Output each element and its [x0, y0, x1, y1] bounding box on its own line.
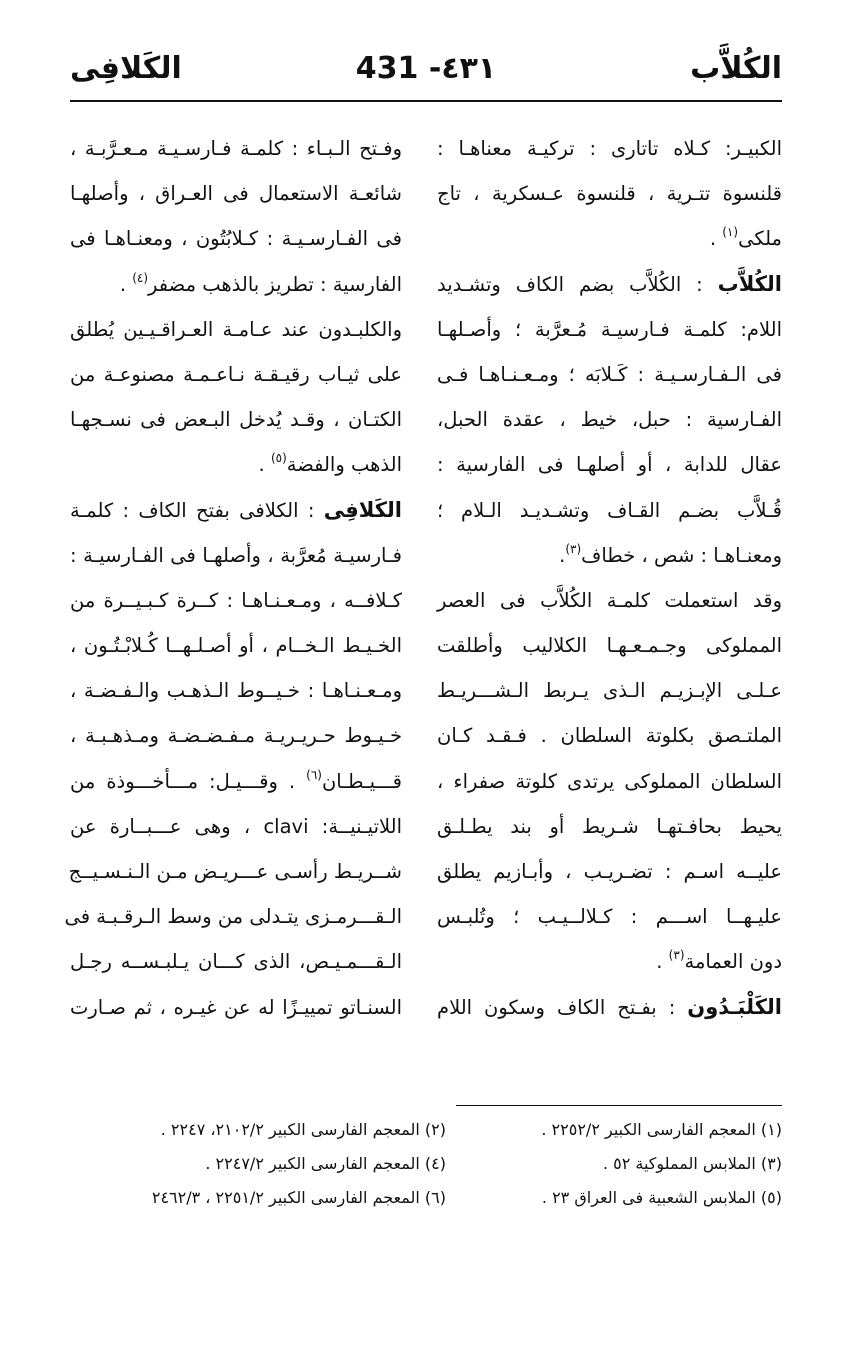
line-text: دون العمامة: [684, 950, 782, 974]
text-line: وقد استعملت كلمـة الكُلاَّب فى العصر: [437, 588, 782, 612]
text-line: وفـتح الـبـاء : كلمـة فـارسـيـة مـعـرَّبـة ،: [70, 137, 402, 160]
line-end: .: [709, 227, 723, 251]
text-line: [437, 216, 782, 261]
text-line: الكتـان ، وقـد يُدخل البـعض فى نسـجهـا: [70, 408, 402, 432]
line-end: .: [559, 543, 566, 567]
entry-colon: :: [298, 498, 324, 522]
line-text: قـــيـطـان: [321, 769, 402, 793]
text-line: على ثيـاب رقيـقـة نـاعـمـة مصنوعـة من: [70, 362, 402, 386]
footnote: (٢) المعجم الفارسى الكبير ٢١٠٢/٢، ٢٢٤٧ .: [160, 1120, 446, 1139]
entry-headword: الكُلاَّب: [717, 271, 782, 296]
entry-line: [70, 488, 402, 533]
entry-headword: الكَلْبَـدُون: [687, 994, 782, 1019]
footnote: (١) المعجم الفارسى الكبير ٢٢٥٢/٢ .: [541, 1120, 782, 1139]
header-left-word: الكَلافِى: [70, 51, 182, 86]
text-line: عليـهــا اســـم : كـلالــيـب ؛ وتُلبـس: [437, 905, 782, 929]
line-text: ملكى: [738, 227, 782, 251]
text-line: [70, 804, 402, 849]
line-end: .: [258, 453, 271, 477]
footnote-ref: (٣): [565, 541, 582, 556]
text-line: قلنسوة تتـرية ، قلنسوة عـسكرية ، تاج: [437, 182, 782, 206]
latin-word: clavi: [263, 814, 309, 838]
text-line: الملتـصق بكلوتة السلطان . فـقـد كـان: [437, 724, 782, 748]
text-line: الخـيـط الـخــام ، أو أصـلـهــا كُـلابْـتُـون ،: [70, 634, 402, 658]
text-line: السنـاتو تمييـزًا له عن غيـره ، ثم صـارت: [70, 995, 402, 1019]
footnote-ref: (٥): [270, 451, 287, 466]
text-line: فـارسيـة مُعرَّبة ، وأصلهـا فى الفـارسيـة :: [70, 543, 402, 567]
text-line: [437, 533, 782, 578]
entry-text: : بفـتح الكاف وسكون اللام: [437, 995, 688, 1019]
footnote-ref: (٦): [306, 767, 322, 782]
header-rule: [70, 100, 782, 102]
text-line: [70, 442, 402, 487]
text-line: الفـارسية : حبل، خيط ، عقدة الحبل،: [437, 408, 782, 432]
text-line: عقال للدابة ، أو أصلهـا فى الفارسية :: [437, 453, 782, 477]
text-line: الكبيـر: كـلاه تاتارى : تركيـة معناهـا :: [437, 137, 782, 160]
text-line: شائعـة الاستعمال فى العـراق ، وأصلهـا: [70, 182, 402, 206]
entry-headword: الكَلافِى: [323, 497, 402, 522]
right-column: [437, 126, 782, 1030]
text-line: [437, 939, 782, 984]
text-line: فى الـفـارسـيـة : كَـلابَه ؛ ومـعـنـاهـا فـى: [437, 362, 782, 386]
line-rest: . وقـــيـل: مـــأخـــوذة من: [70, 769, 307, 793]
header-right-word: الكُلاَّب: [690, 51, 782, 86]
text-line: المملوكى وجـمـعـهـا الكلاليب وأطلقت: [437, 634, 782, 658]
text-line: [70, 262, 402, 307]
footnote-row: [70, 1147, 782, 1181]
text-line: عـلـى الإبـزيـم الـذى يـربط الـشـــريـط: [437, 679, 782, 703]
line-text: الذهب والفضة: [286, 453, 402, 477]
text-line: شــريـط رأسـى عـــريـض مـن الـنـسـيــج: [68, 860, 402, 883]
text-line: الـقـــمـيـص، الذى كـــان يـلبـســه رجـل: [70, 950, 402, 974]
footnote-row: [70, 1113, 782, 1147]
footnote-ref: (٣): [668, 948, 685, 963]
text-line: الـقـــرمـزى يتـدلى من وسط الـرقـبـة فى: [64, 905, 402, 929]
footnote: (٤) المعجم الفارسى الكبير ٢٢٤٧/٢ .: [205, 1154, 446, 1173]
left-column: [64, 126, 402, 1030]
line-rest: ، وهى عـــبــارة عن: [70, 814, 264, 838]
text-line: عليــه اسـم : تضـريـب ، وأبـازيم يطلق: [437, 860, 782, 883]
entry-colon: :: [681, 272, 718, 296]
footnote-rule: [456, 1105, 782, 1106]
line-text: الفارسية : تطريز بالذهب مضفر: [148, 272, 402, 296]
line-end: .: [656, 950, 669, 974]
footnote-row: [70, 1181, 782, 1215]
footnote-ref: (١): [722, 225, 739, 240]
text-line: قُـلاَّب بضـم القـاف وتشـديـد الـلام ؛: [437, 498, 782, 522]
footnote: (٥) الملابس الشعبية فى العراق ٢٣ .: [541, 1188, 782, 1207]
text-line: فى الفـارسـيـة : كـلابُتُون ، ومعنـاهـا فى: [70, 227, 402, 251]
text-line: اللام: كلمـة فـارسيـة مُـعرَّبة ؛ وأصـلهـا: [437, 317, 782, 341]
line-text: اللاتيـنيــة:: [321, 814, 402, 838]
running-head: [70, 44, 782, 94]
line-text: ومعنـاهـا : شص ، خطاف: [581, 543, 782, 567]
entry-line: [437, 262, 782, 307]
footnote: (٦) المعجم الفارسى الكبير ٢٢٥١/٢ ، ٢٤٦٢/٣: [151, 1188, 446, 1207]
footnote: (٣) الملابس المملوكية ٥٢ .: [602, 1154, 782, 1173]
text-line: ومـعـنـاهـا : خـيــوط الـذهـب والـفـضـة ،: [70, 679, 402, 703]
page-number: 431 -٤٣١: [355, 51, 497, 86]
entry-text: الكلافى بفتح الكاف : كلمـة: [70, 498, 299, 522]
text-line: كـلافــه ، ومـعـنـاهـا : كــرة كـبـيــرة من: [70, 588, 402, 612]
line-end: .: [119, 272, 133, 296]
text-line: [70, 759, 402, 804]
entry-text: الكُلاَّب بضم الكاف وتشـديد: [437, 272, 682, 296]
footnotes: [70, 1113, 782, 1215]
text-line: السلطان المملوكى يرتدى كلوتة صفراء ،: [437, 769, 782, 793]
text-line: يحيط بحافـتهـا شـريط أو بند يطـلـق: [437, 814, 782, 838]
entry-line: [437, 985, 782, 1030]
text-line: والكلبـدون عند عـامـة العـراقـيـين يُطلق: [70, 317, 402, 341]
footnote-ref: (٤): [132, 270, 149, 285]
text-line: خـيـوط حـريـريـة مـفـضـضـة ومـذهـبـة ،: [70, 724, 402, 748]
